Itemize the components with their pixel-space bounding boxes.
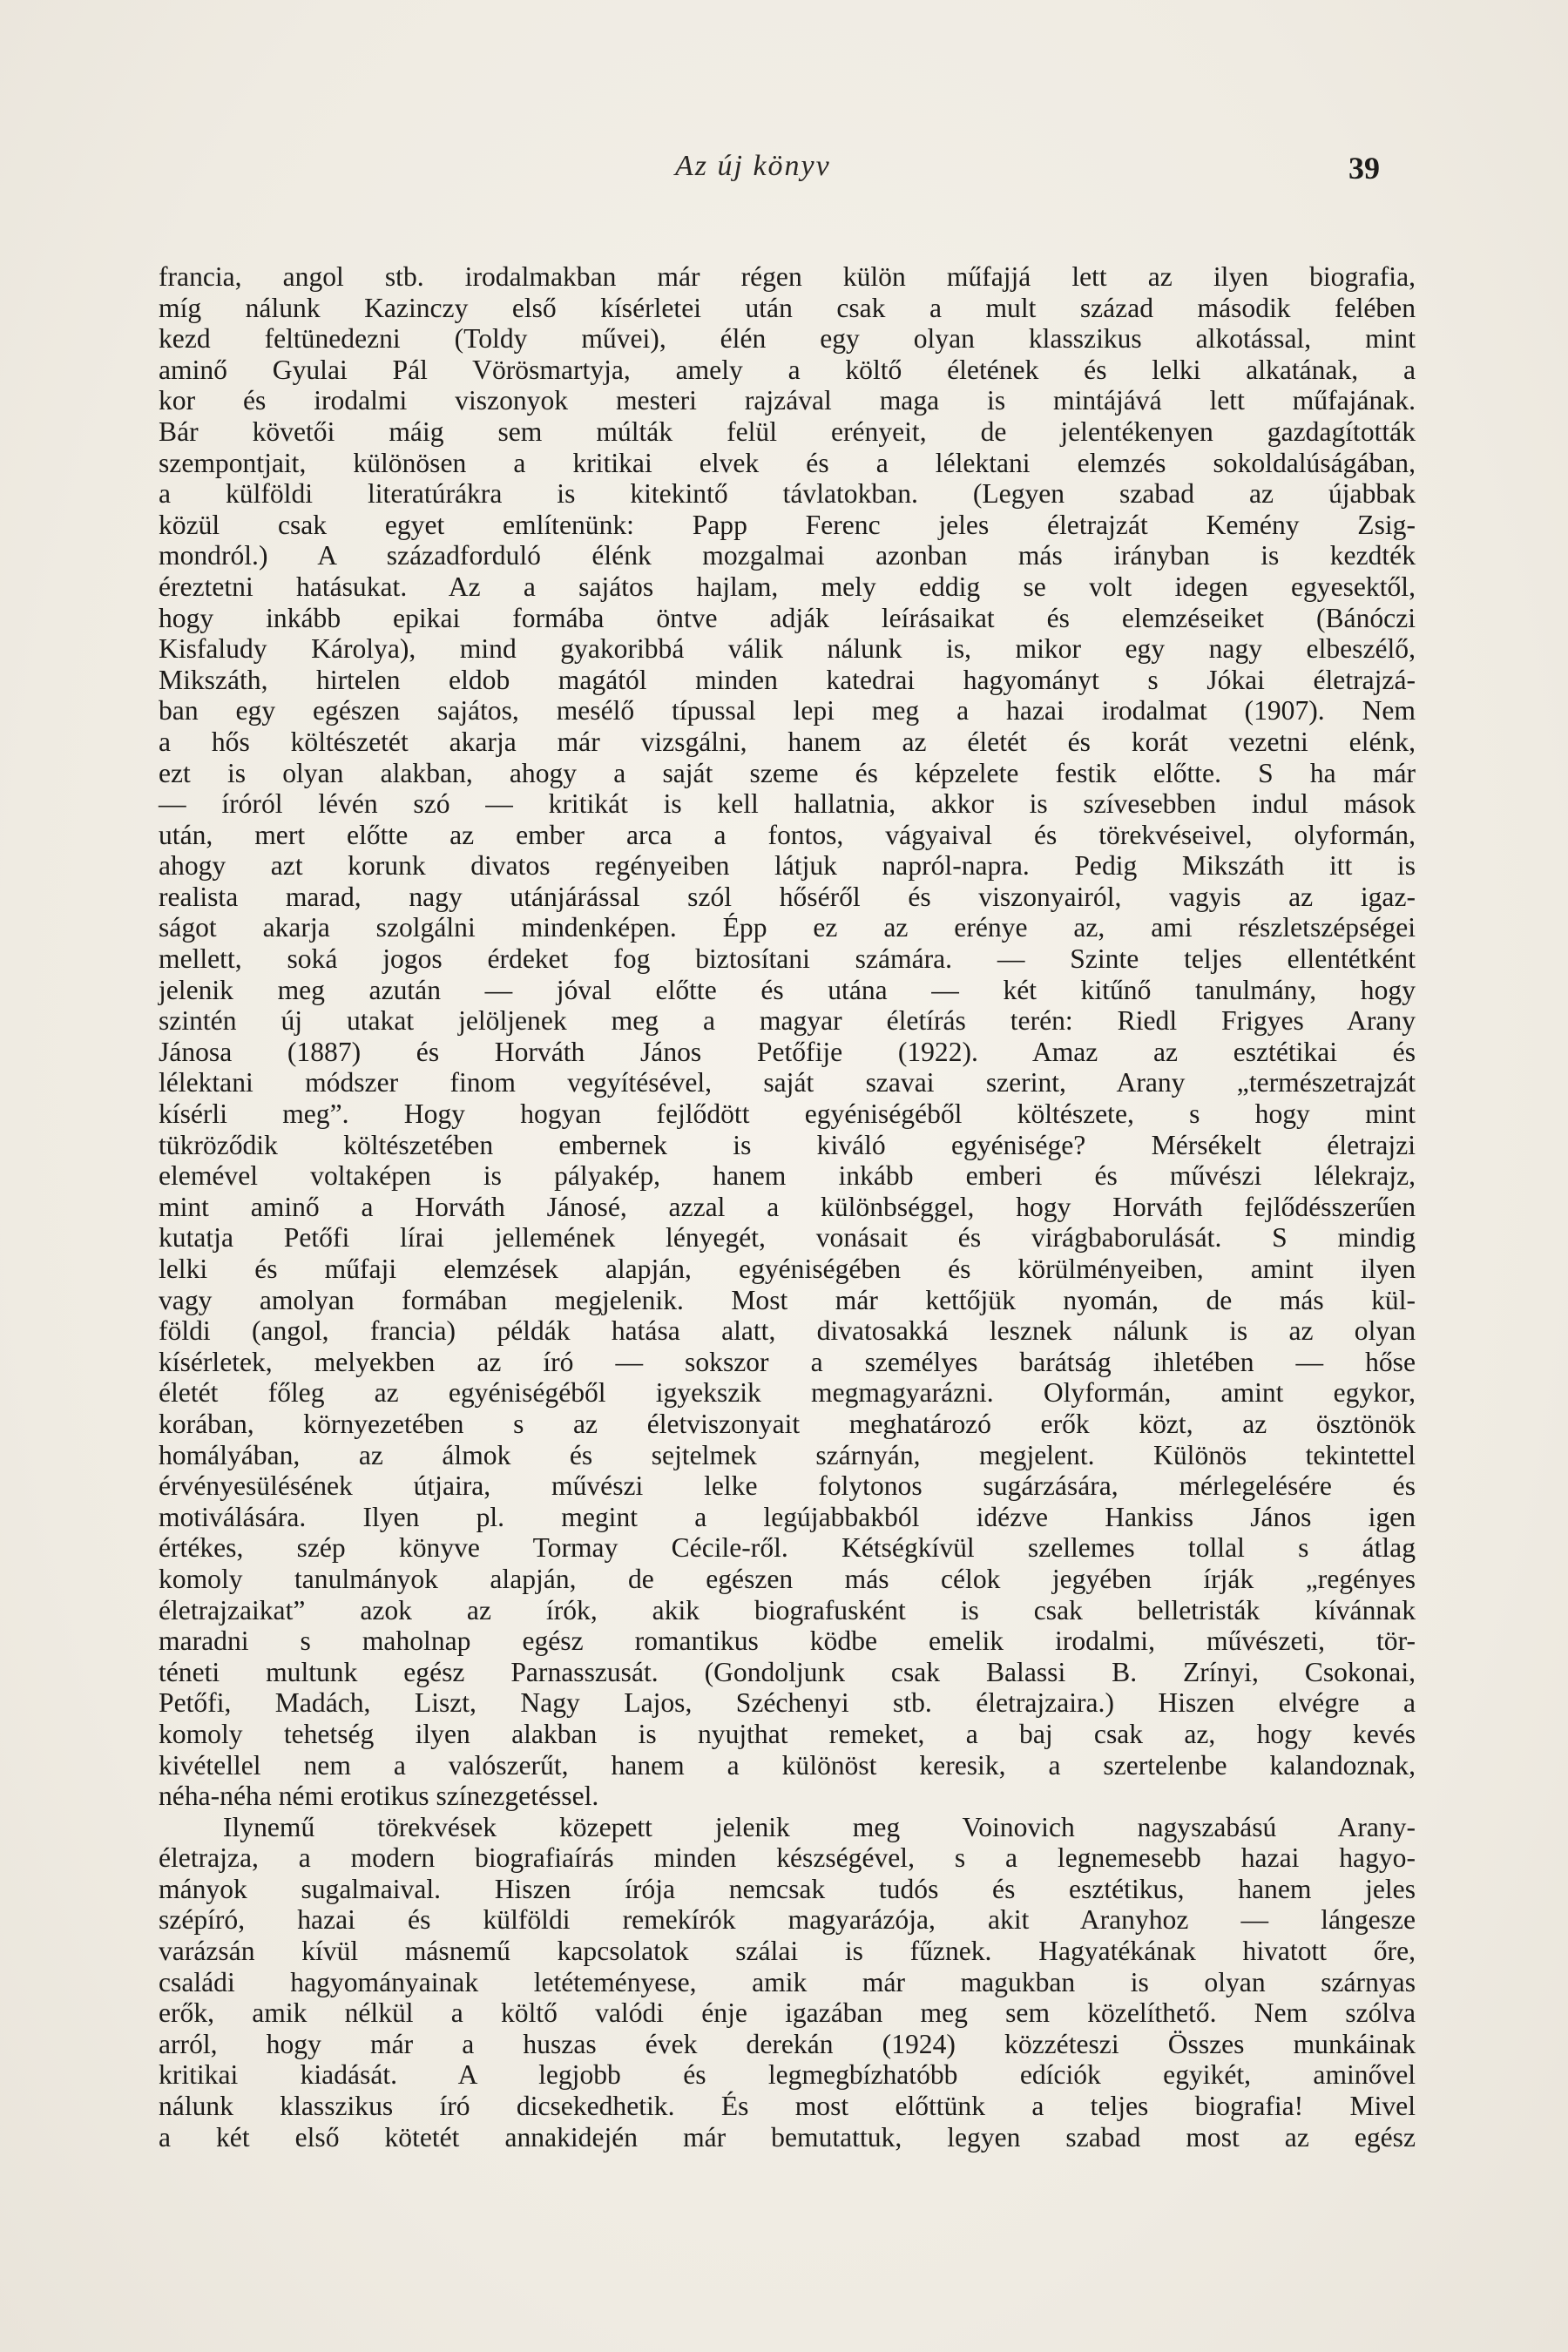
- text-line: — íróról lévén szó — kritikát is kell hallatnia, akkor is szívesebben indul mások: [159, 788, 1416, 820]
- text-line: hogy inkább epikai formába öntve adják leírásaikat és elemzéseiket (Bánóczi: [159, 602, 1416, 633]
- text-line: vagy amolyan formában megjelenik. Most már kettőjük nyomán, de más kül-: [159, 1284, 1416, 1315]
- text-line: ezt is olyan alakban, ahogy a saját szeme és képzelete festik előtte. S ha már: [159, 757, 1416, 788]
- text-line: maradni s maholnap egész romantikus ködbe emelik irodalmi, művészeti, tör-: [159, 1625, 1416, 1657]
- text-line: mint aminő a Horváth Jánosé, azzal a különbséggel, hogy Horváth fejlődésszerűen: [159, 1191, 1416, 1222]
- text-line: kísérli meg”. Hogy hogyan fejlődött egyéniségéből költészete, s hogy mint: [159, 1098, 1416, 1130]
- paragraph: [159, 1812, 1416, 2153]
- text-line: a külföldi literatúrákra is kitekintő távlatokban. (Legyen szabad az újabbak: [159, 478, 1416, 510]
- running-title: Az új könyv: [675, 150, 831, 182]
- text-line: komoly tanulmányok alapján, de egészen más célok jegyében írják „regényes: [159, 1563, 1416, 1594]
- text-line: kivétellel nem a valószerűt, hanem a különöst keresik, a szertelenbe kalandoznak,: [159, 1749, 1416, 1781]
- text-line: éreztetni hatásukat. Az a sajátos hajlam, mely eddig se volt idegen egyesektől,: [159, 571, 1416, 602]
- running-head: [0, 150, 1568, 193]
- text-line: mellett, soká jogos érdeket fog biztosítani számára. — Szinte teljes ellentétként: [159, 943, 1416, 975]
- text-line: értékes, szép könyve Tormay Cécile-ről. Kétségkívül szellemes tollal s átlag: [159, 1532, 1416, 1564]
- text-line: erők, amik nélkül a költő valódi énje igazában meg sem közelíthető. Nem szólva: [159, 1997, 1416, 2029]
- text-line: realista marad, nagy utánjárással szól hőséről és viszonyairól, vagyis az igaz-: [159, 881, 1416, 912]
- text-line: ságot akarja szolgálni mindenképen. Épp ez az erénye az, ami részletszépségei: [159, 912, 1416, 943]
- text-line: közül csak egyet említenünk: Papp Ferenc jeles életrajzát Kemény Zsig-: [159, 509, 1416, 540]
- text-line: korában, környezetében s az életviszonyait meghatározó erők közt, az ösztönök: [159, 1408, 1416, 1439]
- text-line: után, mert előtte az ember arca a fontos, vágyaival és törekvéseivel, olyformán,: [159, 819, 1416, 850]
- text-line: elemével voltaképen is pályakép, hanem inkább emberi és művészi lélekrajz,: [159, 1160, 1416, 1192]
- text-line: jelenik meg azután — jóval előtte és utána — két kitűnő tanulmány, hogy: [159, 974, 1416, 1005]
- text-line: lelki és műfaji elemzések alapján, egyéniségében és körülményeiben, amint ilyen: [159, 1254, 1416, 1284]
- text-line: lélektani módszer finom vegyítésével, saját szavai szerint, Arany „természetrajzát: [159, 1067, 1416, 1098]
- text-line: komoly tehetség ilyen alakban is nyujthat remeket, a baj csak az, hogy kevés: [159, 1718, 1416, 1749]
- text-line: Kisfaludy Károlya), mind gyakoribbá válik nálunk is, mikor egy nagy elbeszélő,: [159, 633, 1416, 665]
- text-line: Ilynemű törekvések közepett jelenik meg Voinovich nagyszabású Arany-: [223, 1811, 1416, 1842]
- text-line: Bár követői máig sem múlták felül erényeit, de jelentékenyen gazdagították: [159, 416, 1416, 447]
- text-line: Mikszáth, hirtelen eldob magától minden katedrai hagyományt s Jókai életrajzá-: [159, 664, 1416, 695]
- text-line: Jánosa (1887) és Horváth János Petőfije (1922). Amaz az esztétikai és: [159, 1036, 1416, 1067]
- text-line: kutatja Petőfi lírai jellemének lényegét, vonásait és virágbaborulását. S mindig: [159, 1222, 1416, 1254]
- text-line: francia, angol stb. irodalmakban már régen külön műfajjá lett az ilyen biografia,: [159, 261, 1416, 292]
- page-number: 39: [1348, 151, 1380, 186]
- text-line: nálunk klasszikus író dicsekedhetik. És most előttünk a teljes biografia! Mivel: [159, 2091, 1416, 2122]
- text-line: életrajza, a modern biografiaírás minden készségével, s a legnemesebb hazai hagyo-: [159, 1842, 1416, 1874]
- text-line: kezd feltünedezni (Toldy művei), élén egy olyan klasszikus alkotással, mint: [159, 323, 1416, 355]
- text-line: földi (angol, francia) példák hatása alatt, divatosakká lesznek nálunk is az olyan: [159, 1315, 1416, 1347]
- text-line: ahogy azt korunk divatos regényeiben látjuk napról-napra. Pedig Mikszáth itt is: [159, 850, 1416, 882]
- text-line: kritikai kiadását. A legjobb és legmegbízhatóbb edíciók egyikét, aminővel: [159, 2059, 1416, 2091]
- text-line: aminő Gyulai Pál Vörösmartyja, amely a költő életének és lelki alkatának, a: [159, 354, 1416, 385]
- text-line: míg nálunk Kazinczy első kísérletei után csak a mult század második felében: [159, 292, 1416, 323]
- text-line: életrajzaikat” azok az írók, akik biografusként is csak belletristák kívánnak: [159, 1594, 1416, 1625]
- text-line: a két első kötetét annakidején már bemutattuk, legyen szabad most az egész: [159, 2121, 1416, 2153]
- text-line: kor és irodalmi viszonyok mesteri rajzával maga is mintájává lett műfajának.: [159, 385, 1416, 416]
- text-line: családi hagyományainak letéteményese, amik már magukban is olyan szárnyas: [159, 1966, 1416, 1997]
- text-line: arról, hogy már a huszas évek derekán (1924) közzéteszi Összes munkáinak: [159, 2028, 1416, 2059]
- text-line: életét főleg az egyéniségéből igyekszik megmagyarázni. Olyformán, amint egykor,: [159, 1377, 1416, 1409]
- text-line: motiválására. Ilyen pl. megint a legújabbakból idézve Hankiss János igen: [159, 1501, 1416, 1532]
- text-line: szépíró, hazai és külföldi remekírók magyarázója, akit Aranyhoz — lángesze: [159, 1904, 1416, 1936]
- text-line: kísérletek, melyekben az író — sokszor a személyes barátság ihletében — hőse: [159, 1346, 1416, 1377]
- text-line: a hős költészetét akarja már vizsgálni, hanem az életét és korát vezetni elénk,: [159, 726, 1416, 757]
- body-text: [159, 261, 1416, 2153]
- text-line: homályában, az álmok és sejtelmek szárnyán, megjelent. Különös tekintettel: [159, 1439, 1416, 1470]
- text-line: szintén új utakat jelöljenek meg a magyar életírás terén: Riedl Frigyes Arany: [159, 1005, 1416, 1037]
- text-line: érvényesülésének útjaira, művészi lelke folytonos sugárzására, mérlegelésére és: [159, 1470, 1416, 1502]
- text-line: Petőfi, Madách, Liszt, Nagy Lajos, Széchenyi stb. életrajzaira.) Hiszen elvégre a: [159, 1687, 1416, 1719]
- text-line: tükröződik költészetében embernek is kiváló egyénisége? Mérsékelt életrajzi: [159, 1129, 1416, 1160]
- text-line: varázsán kívül másnemű kapcsolatok szálai is fűznek. Hagyatékának hivatott őre,: [159, 1936, 1416, 1967]
- text-line: mányok sugalmaival. Hiszen írója nemcsak tudós és esztétikus, hanem jeles: [159, 1873, 1416, 1904]
- text-line: szempontjait, különösen a kritikai elvek és a lélektani elemzés sokoldalúságában,: [159, 447, 1416, 478]
- text-line: ban egy egészen sajátos, mesélő típussal lepi meg a hazai irodalmat (1907). Nem: [159, 695, 1416, 727]
- text-line: mondról.) A századforduló élénk mozgalmai azonban más irányban is kezdték: [159, 540, 1416, 571]
- paragraph: [159, 261, 1416, 1812]
- text-line: téneti multunk egész Parnasszusát. (Gondoljunk csak Balassi B. Zrínyi, Csokonai,: [159, 1656, 1416, 1687]
- text-line: néha-néha némi erotikus színezgetéssel.: [159, 1781, 599, 1812]
